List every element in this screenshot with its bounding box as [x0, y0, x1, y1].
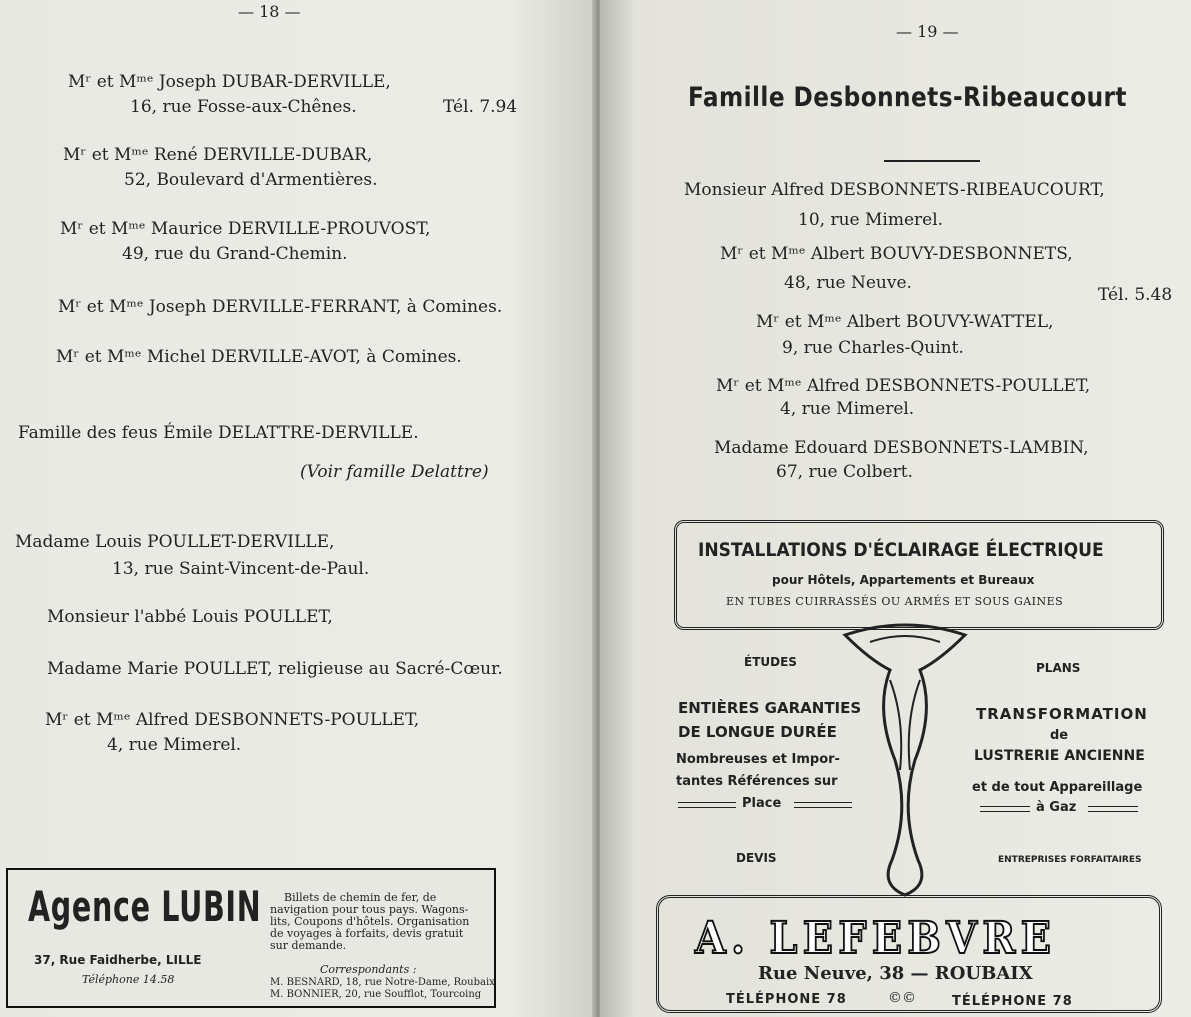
entry-address: 16, rue Fosse-aux-Chênes.	[130, 97, 357, 117]
entry-line: Famille des feus Émile DELATTRE-DERVILLE.	[18, 423, 419, 443]
ad-subline: EN TUBES CUIRRASSÉS OU ARMÉS ET SOUS GAINES	[726, 595, 1064, 608]
entry-tel: Tél. 7.94	[443, 97, 518, 117]
lubin-desc-line: Billets de chemin de fer, de	[284, 891, 437, 904]
ad-right-line: à Gaz	[1036, 800, 1077, 815]
entry-address: 67, rue Colbert.	[776, 462, 913, 482]
lubin-correspondant: M. BONNIER, 20, rue Soufflot, Tourcoing	[270, 989, 482, 1000]
company-address: Rue Neuve, 38 — ROUBAIX	[758, 963, 1033, 984]
entry-line: Mʳ et Mᵐᵉ Alfred DESBONNETS-POULLET,	[716, 376, 1091, 396]
entry-name: Mʳ et Mᵐᵉ René DERVILLE-DUBAR,	[63, 145, 373, 165]
entry-tel: Tél. 5.48	[1098, 285, 1173, 305]
ad-divider	[980, 806, 1030, 812]
ornament-icon: ©©	[888, 990, 916, 1006]
entry-line: Monsieur Alfred DESBONNETS-RIBEAUCOURT,	[684, 180, 1105, 200]
ad-right-line: LUSTRERIE ANCIENNE	[974, 748, 1145, 764]
lubin-desc-line: navigation pour tous pays. Wagons-	[270, 903, 469, 916]
lubin-desc-line: de voyages à forfaits, devis gratuit	[270, 927, 464, 940]
entry-address: 13, rue Saint-Vincent-de-Paul.	[112, 559, 370, 579]
ad-divider	[794, 802, 852, 808]
page-number: — 18 —	[238, 2, 301, 21]
ad-subline: pour Hôtels, Appartements et Bureaux	[772, 573, 1035, 587]
ornament-column-icon	[840, 620, 970, 900]
lubin-desc-line: lits, Coupons d'hôtels. Organisation	[270, 915, 470, 928]
ad-plans: PLANS	[1036, 661, 1081, 675]
entry-line: Mʳ et Mᵐᵉ Albert BOUVY-WATTEL,	[756, 312, 1054, 332]
lubin-correspondants-title: Correspondants :	[320, 963, 417, 976]
lubin-address: 37, Rue Faidherbe, LILLE	[34, 953, 202, 967]
ad-left-line: ENTIÈRES GARANTIES	[678, 699, 862, 717]
ad-forfait: ENTREPRISES FORFAITAIRES	[998, 855, 1142, 865]
entry-name: Mʳ et Mᵐᵉ Maurice DERVILLE-PROUVOST,	[60, 219, 431, 239]
page-number: — 19 —	[896, 22, 959, 41]
lubin-phone: Téléphone 14.58	[82, 973, 175, 986]
lubin-desc-line: sur demande.	[270, 939, 347, 952]
ad-etudes: ÉTUDES	[744, 655, 797, 669]
ad-left-line: DE LONGUE DURÉE	[678, 723, 837, 741]
family-title: Famille Desbonnets-Ribeaucourt	[688, 82, 1127, 113]
company-name: A. LEFEBVRE	[695, 913, 1057, 964]
entry-line: Monsieur l'abbé Louis POULLET,	[47, 607, 333, 627]
ad-right-line: de	[1050, 728, 1069, 743]
ad-divider	[678, 802, 736, 808]
title-rule	[884, 160, 980, 162]
ad-left-line: Place	[742, 796, 782, 811]
lubin-advertisement	[6, 868, 496, 1008]
entry-address: 52, Boulevard d'Armentières.	[124, 170, 378, 190]
ad-right-line: TRANSFORMATION	[976, 705, 1148, 723]
right-page	[600, 0, 1191, 1017]
ad-devis: DEVIS	[736, 851, 777, 865]
entry-address: 4, rue Mimerel.	[780, 399, 915, 419]
lubin-correspondant: M. BESNARD, 18, rue Notre-Dame, Roubaix	[270, 977, 495, 988]
ad-right-line: et de tout Appareillage	[972, 780, 1143, 795]
entry-line: Madame Louis POULLET-DERVILLE,	[15, 532, 335, 552]
entry-line: Mʳ et Mᵐᵉ Albert BOUVY-DESBONNETS,	[720, 244, 1073, 264]
entry-address: 48, rue Neuve.	[784, 273, 912, 293]
ad-headline: INSTALLATIONS D'ÉCLAIRAGE ÉLECTRIQUE	[698, 539, 1104, 561]
entry-address: 4, rue Mimerel.	[107, 735, 242, 755]
entry-name: Mʳ et Mᵐᵉ Joseph DUBAR-DERVILLE,	[68, 72, 391, 92]
entry-line: Mʳ et Mᵐᵉ Alfred DESBONNETS-POULLET,	[45, 710, 420, 730]
entry-line: Mʳ et Mᵐᵉ Michel DERVILLE-AVOT, à Comines.	[56, 347, 462, 367]
entry-address: 10, rue Mimerel.	[798, 210, 944, 230]
entry-address: 49, rue du Grand-Chemin.	[122, 244, 348, 264]
ad-divider	[1088, 806, 1138, 812]
ad-left-line: Nombreuses et Impor-	[676, 752, 840, 767]
entry-line: Madame Edouard DESBONNETS-LAMBIN,	[714, 438, 1089, 458]
entry-address: 9, rue Charles-Quint.	[782, 338, 964, 358]
entry-note: (Voir famille Delattre)	[300, 462, 489, 482]
lubin-brand: Agence LUBIN	[28, 882, 262, 931]
ad-left-line: tantes Références sur	[676, 774, 838, 789]
entry-line: Madame Marie POULLET, religieuse au Sacré-Cœur.	[47, 659, 503, 679]
entry-line: Mʳ et Mᵐᵉ Joseph DERVILLE-FERRANT, à Comines.	[58, 297, 503, 317]
company-phone: TÉLÉPHONE 78	[952, 994, 1073, 1009]
company-phone: TÉLÉPHONE 78	[726, 992, 847, 1007]
